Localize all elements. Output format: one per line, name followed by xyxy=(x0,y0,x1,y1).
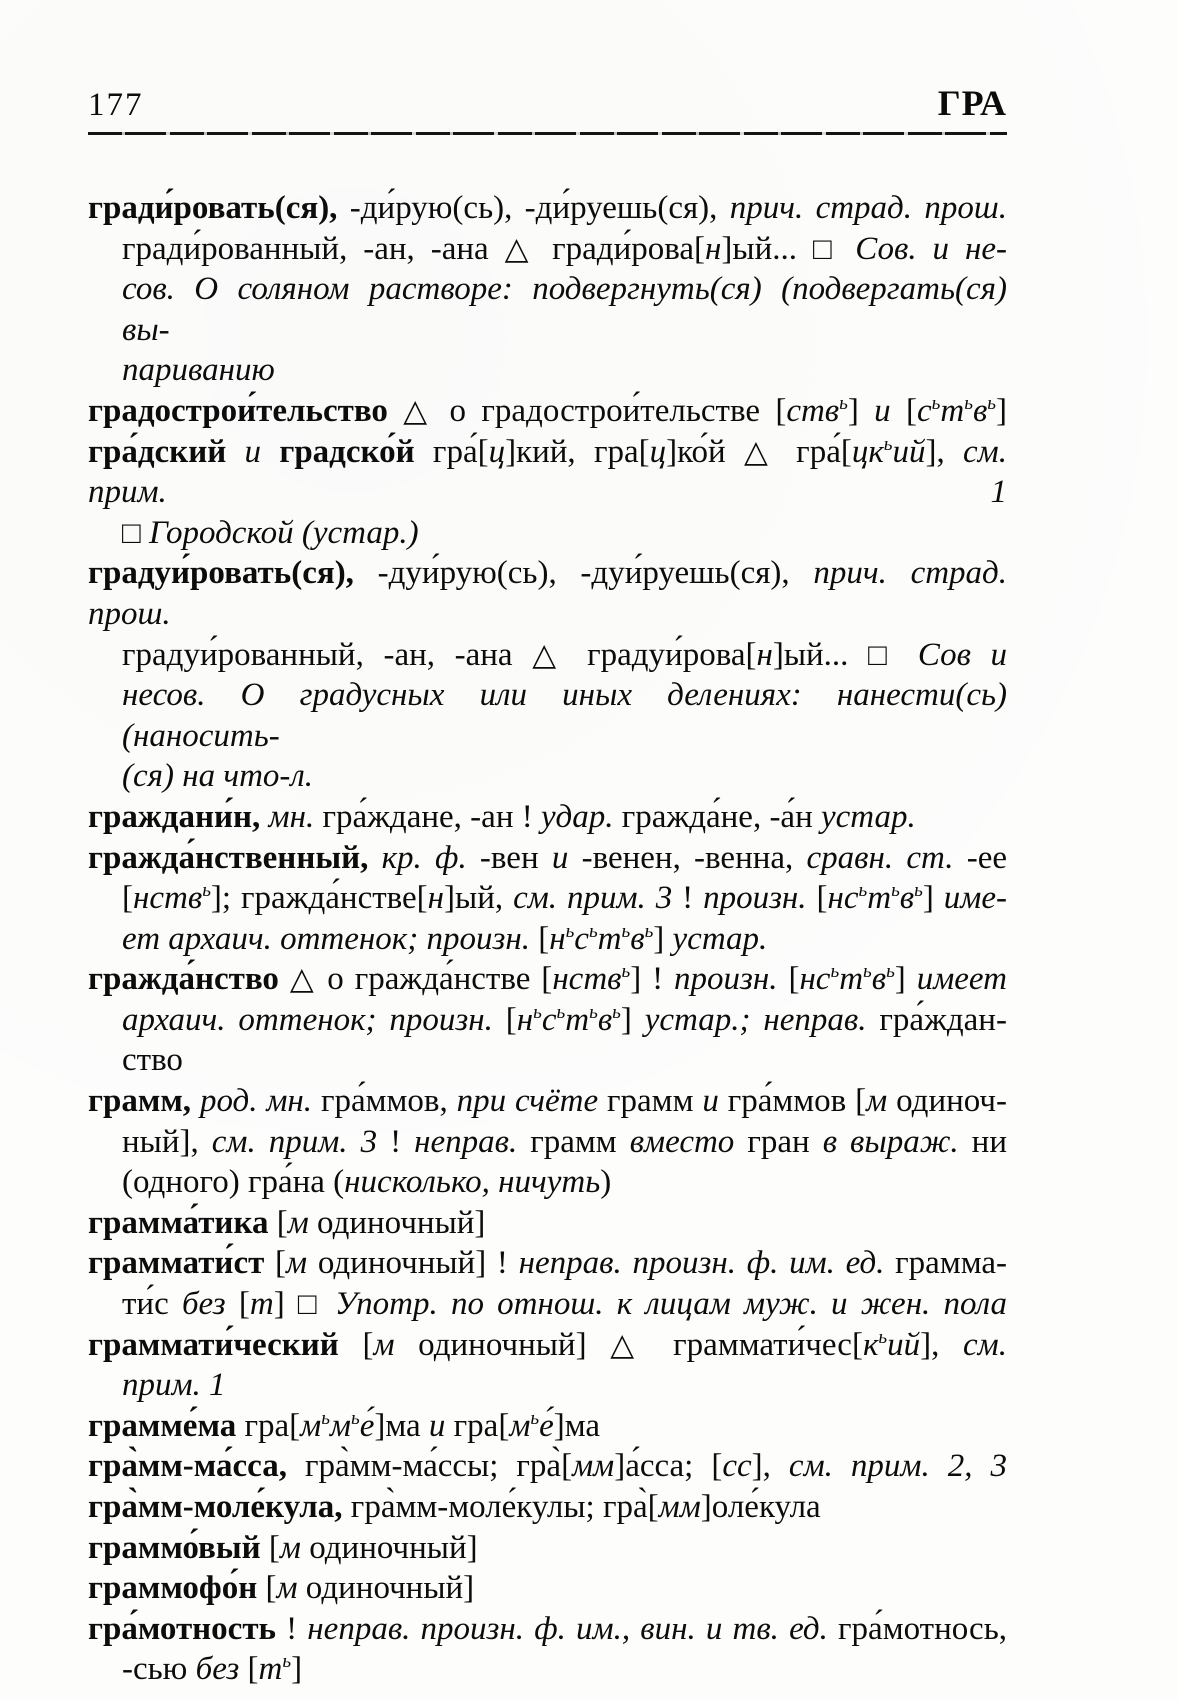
text-segment: одиноч- xyxy=(887,1083,1008,1120)
text-segment: Сов. и не- xyxy=(855,230,1007,267)
text-segment: ь xyxy=(987,392,996,414)
text-segment: гра̀мм-ма́ссы; гра̀[ xyxy=(286,1448,573,1485)
entry-line xyxy=(88,919,1007,960)
dictionary-entry xyxy=(88,797,1007,838)
text-segment: ь xyxy=(931,392,941,414)
text-segment: ный], xyxy=(122,1123,212,1160)
text-segment: удар. xyxy=(540,798,614,835)
text-segment: -дуи́рую(сь), -дуи́руешь(ся), xyxy=(353,555,814,592)
text-segment: сравн. ст. xyxy=(806,839,954,876)
text-segment: устар. xyxy=(672,920,768,957)
text-segment: м xyxy=(509,1407,531,1444)
text-segment: т xyxy=(565,1001,590,1038)
text-segment: ь xyxy=(891,880,900,902)
text-segment: ь xyxy=(589,1001,598,1023)
text-segment xyxy=(141,515,149,551)
text-segment: ь xyxy=(565,920,575,942)
text-segment: ти́с xyxy=(122,1286,182,1323)
page-header xyxy=(88,82,1007,124)
text-segment: м xyxy=(329,1407,351,1444)
text-segment: т xyxy=(249,1286,274,1323)
text-segment: гра́ммов, xyxy=(312,1083,457,1120)
entry-line xyxy=(88,1568,1007,1609)
headword: грамм, xyxy=(88,1083,192,1120)
text-segment: гра[ xyxy=(244,1407,301,1444)
text-segment: см. xyxy=(963,1326,1007,1363)
text-segment: грамм xyxy=(598,1083,703,1120)
entry-line xyxy=(88,1040,1007,1081)
headword: граммо́вый xyxy=(88,1529,269,1566)
text-segment: н xyxy=(705,230,722,267)
text-segment: Употр. по отнош. к лицам муж. и жен. пола xyxy=(334,1286,1008,1323)
dictionary-entry xyxy=(88,1528,1007,1569)
text-segment: гра̀мм-моле́кулы; гра̀[ xyxy=(342,1489,659,1525)
text-segment: гра́мотнось, xyxy=(827,1610,1007,1647)
text-segment: ], xyxy=(920,1326,964,1363)
text-segment: гражда́не, -а́н xyxy=(613,798,821,835)
entry-line xyxy=(88,1487,1007,1528)
text-segment: с xyxy=(917,392,932,429)
headword: градуи́ровать(ся), xyxy=(88,555,354,592)
text-segment: гра́ждан- xyxy=(866,1001,1007,1038)
entry-line xyxy=(88,1162,1007,1203)
text-segment: ство xyxy=(122,1042,183,1079)
text-segment: к xyxy=(862,1326,879,1363)
text-segment: -ее xyxy=(953,839,1008,876)
text-segment: ]ый... xyxy=(721,230,813,267)
text-segment: гра́[ xyxy=(777,433,852,470)
dictionary-entry xyxy=(88,1609,1007,1690)
text-segment: о гражда́нстве [ xyxy=(316,961,553,998)
entry-line xyxy=(88,1284,1007,1325)
text-segment: ! xyxy=(672,880,704,917)
square-symbol: □ xyxy=(122,514,141,550)
triangle-symbol: △ xyxy=(743,433,778,469)
text-segment: ц xyxy=(488,433,506,470)
entry-line xyxy=(88,553,1007,634)
text-segment: [ xyxy=(362,1326,374,1363)
text-segment: -вен xyxy=(466,839,552,876)
text-segment: при счёте xyxy=(456,1083,599,1120)
text-segment: ств xyxy=(786,392,840,429)
text-segment: ь xyxy=(644,920,654,942)
headword: гражда́нственный, xyxy=(88,839,369,876)
entry-line xyxy=(88,635,1007,676)
text-segment: ] xyxy=(995,392,1007,429)
entry-line xyxy=(88,1000,1007,1041)
text-segment: -ди́рую(сь), -ди́руешь(ся), xyxy=(337,190,730,226)
entry-line xyxy=(88,513,1007,554)
text-segment: гради́рова[ xyxy=(536,230,706,267)
text-segment: одиночный] xyxy=(300,1529,478,1566)
text-segment: прич. страд. прош. xyxy=(88,555,1007,632)
headword: грамме́ма xyxy=(88,1407,245,1444)
text-segment: нс xyxy=(799,961,831,998)
text-segment: см. прим. 1 xyxy=(88,433,1007,511)
text-segment: без xyxy=(195,1651,240,1688)
text-segment: градуи́рованный, -ан, -ана xyxy=(122,636,533,673)
headword: граммати́ст xyxy=(88,1245,276,1282)
entry-line xyxy=(88,797,1007,838)
text-segment: ь xyxy=(964,392,973,414)
entry-line xyxy=(88,188,1007,229)
headword: гради́ровать(ся), xyxy=(88,190,338,226)
text-segment: ) xyxy=(600,1164,612,1201)
text-segment: париванию xyxy=(122,352,275,389)
text-segment: (одного) гра́на ( xyxy=(122,1164,345,1201)
text-segment: Сов и xyxy=(917,636,1008,673)
text-segment: ь xyxy=(878,1326,888,1348)
text-segment: см. прим. 3 xyxy=(513,880,673,917)
text-segment: ь xyxy=(556,1001,566,1023)
entry-line xyxy=(88,1325,1007,1366)
text-segment: [ xyxy=(777,961,800,998)
text-segment: ь xyxy=(839,392,848,414)
entry-line xyxy=(88,269,1007,350)
text-segment: м xyxy=(276,1570,298,1607)
dictionary-entry xyxy=(88,1446,1007,1487)
text-segment: ] xyxy=(273,1286,298,1323)
text-segment: ь xyxy=(321,1407,330,1429)
text-segment: ь xyxy=(863,961,872,983)
text-segment: в xyxy=(630,920,645,957)
triangle-symbol: △ xyxy=(403,392,435,428)
entry-line xyxy=(88,1243,1007,1284)
text-segment: т xyxy=(258,1651,283,1688)
text-segment: род. мн. xyxy=(199,1083,313,1120)
entries xyxy=(88,188,1007,1690)
dictionary-entry xyxy=(88,391,1007,432)
text-segment: ] xyxy=(894,961,917,998)
text-segment: ь xyxy=(914,880,923,902)
headword: граммати́ческий xyxy=(88,1326,363,1363)
text-segment: т xyxy=(597,920,622,957)
text-segment: ] xyxy=(847,392,875,429)
text-segment: произн. xyxy=(703,880,807,917)
dictionary-entry xyxy=(88,432,1007,554)
headword: грамма́тика xyxy=(88,1204,277,1241)
running-head: ГРА xyxy=(937,83,1007,123)
text-segment: ь xyxy=(530,1407,540,1429)
text-segment: ни xyxy=(958,1123,1007,1160)
text-segment: гра́[ xyxy=(432,433,489,470)
dictionary-entry xyxy=(88,188,1007,391)
headword: градско́й xyxy=(261,433,433,470)
triangle-symbol: △ xyxy=(504,230,537,266)
text-segment: ий xyxy=(887,1326,921,1363)
triangle-symbol: △ xyxy=(532,636,568,672)
text-segment xyxy=(322,1286,335,1322)
page-number: 177 xyxy=(88,87,144,123)
text-segment: ]ма xyxy=(374,1407,429,1444)
text-segment: т xyxy=(839,961,864,998)
text-segment: ], xyxy=(925,433,964,470)
text-segment: [ xyxy=(806,880,828,917)
entry-line xyxy=(88,1609,1007,1650)
text-segment: ь xyxy=(830,961,840,983)
text-segment: име- xyxy=(943,880,1007,917)
text-segment: ь xyxy=(282,1651,292,1673)
text-segment: вместо xyxy=(629,1123,735,1160)
text-segment: см. прим. 3 xyxy=(211,1123,378,1160)
text-segment: нств xyxy=(133,880,203,917)
text-segment: мм xyxy=(658,1489,701,1525)
text-segment: ]ый... xyxy=(772,636,869,673)
text-segment: одиночный] xyxy=(297,1570,475,1607)
text-segment: ]оле́кула xyxy=(700,1489,821,1525)
text-segment: в выраж. xyxy=(822,1123,959,1160)
text-segment: [ xyxy=(276,1204,288,1241)
entry-line xyxy=(88,756,1007,797)
text-segment: ь xyxy=(621,961,631,983)
text-segment: грамма- xyxy=(884,1245,1008,1282)
dictionary-entry xyxy=(88,553,1007,797)
entry-line xyxy=(88,1406,1007,1447)
text-segment: градуи́рова[ xyxy=(567,636,757,673)
text-segment: м xyxy=(866,1083,888,1120)
text-segment: ]кий, гра[ xyxy=(505,433,650,470)
header-rule xyxy=(88,132,1007,135)
text-segment: грамм xyxy=(517,1123,630,1160)
text-segment: ц xyxy=(649,433,667,470)
text-segment: ! xyxy=(377,1123,415,1160)
text-segment: одиночный] xyxy=(308,1204,486,1241)
text-segment: цк xyxy=(851,433,884,470)
text-segment: сс xyxy=(722,1448,752,1485)
entry-line xyxy=(88,229,1007,270)
entry-line xyxy=(88,1446,1007,1487)
text-segment: и xyxy=(244,433,262,470)
text-segment: н xyxy=(516,1001,534,1038)
text-segment: м xyxy=(279,1529,301,1566)
text-segment: [ xyxy=(492,1001,517,1038)
entry-line xyxy=(88,878,1007,919)
text-segment: н xyxy=(427,880,445,917)
text-segment: в xyxy=(972,392,988,429)
text-segment: нств xyxy=(552,961,622,998)
square-symbol: □ xyxy=(812,230,840,266)
text-segment xyxy=(191,1083,200,1119)
triangle-symbol: △ xyxy=(289,961,317,997)
dictionary-entry xyxy=(88,1203,1007,1244)
text-segment: н xyxy=(756,636,773,673)
text-segment: нс xyxy=(827,880,859,917)
headword: граммофо́н xyxy=(88,1570,266,1607)
text-segment: ] xyxy=(653,920,673,957)
text-segment: и xyxy=(428,1407,446,1444)
text-segment: ет архаич. оттенок; произн. xyxy=(122,920,530,957)
text-segment: одиночный] ! xyxy=(307,1245,519,1282)
entry-line xyxy=(88,838,1007,879)
text-segment: ] ! xyxy=(630,961,675,998)
text-segment: [ xyxy=(890,392,917,429)
text-segment: м xyxy=(300,1407,322,1444)
headword: гра́мотность xyxy=(88,1610,276,1647)
text-segment: гра́ммов [ xyxy=(718,1083,867,1120)
text-segment: ь xyxy=(350,1407,360,1429)
text-segment: и xyxy=(874,392,891,429)
entry-line xyxy=(88,1528,1007,1569)
text-segment: прим. 1 xyxy=(122,1367,226,1404)
text-segment xyxy=(839,231,855,267)
text-segment: (ся) на что-л. xyxy=(122,758,314,795)
text-segment: ]ый, xyxy=(444,880,514,917)
dictionary-entry xyxy=(88,1081,1007,1203)
text-segment: т xyxy=(867,880,892,917)
text-segment: архаич. оттенок; произн. xyxy=(122,1001,493,1038)
text-segment: произн. xyxy=(674,961,778,998)
dictionary-entry xyxy=(88,838,1007,960)
headword: гра̀мм-моле́кула, xyxy=(88,1489,343,1525)
headword: гра̀мм-ма́сса, xyxy=(88,1448,287,1485)
entry-line xyxy=(88,1365,1007,1406)
text-segment: мм xyxy=(572,1448,615,1485)
text-segment: [ xyxy=(239,1651,259,1688)
entry-line xyxy=(88,1122,1007,1163)
entry-line xyxy=(88,391,1007,432)
entry-line xyxy=(88,1203,1007,1244)
text-segment: е́ xyxy=(359,1407,375,1444)
text-segment: ]ко́й xyxy=(666,433,744,470)
text-segment: прич. страд. прош. xyxy=(729,190,1007,226)
text-segment: неправ. xyxy=(414,1123,518,1160)
text-segment: граммати́чес[ xyxy=(649,1326,863,1363)
headword: гра́дский xyxy=(88,433,245,470)
headword: градострои́тельство xyxy=(88,392,404,429)
square-symbol: □ xyxy=(868,636,899,672)
headword: граждани́н, xyxy=(88,798,261,835)
text-segment: [ xyxy=(122,880,133,917)
text-segment: -венен, -венна, xyxy=(568,839,807,876)
text-segment: [ xyxy=(275,1245,287,1282)
text-segment: т xyxy=(940,392,965,429)
text-segment: в xyxy=(597,1001,613,1038)
text-segment: мн. xyxy=(268,798,315,835)
text-segment: ь xyxy=(588,920,598,942)
text-segment: [ xyxy=(265,1570,277,1607)
text-segment: ь xyxy=(612,1001,621,1023)
text-segment: ь xyxy=(886,961,895,983)
text-segment: с xyxy=(541,1001,557,1038)
text-segment: гра[ xyxy=(445,1407,510,1444)
text-segment: неправ. произн. ф. им. ед. xyxy=(518,1245,885,1282)
text-segment: [ xyxy=(225,1286,250,1323)
text-segment: м xyxy=(373,1326,395,1363)
text-segment: в xyxy=(899,880,915,917)
text-segment xyxy=(898,637,918,673)
text-segment: без xyxy=(181,1286,226,1323)
headword: гражда́нство xyxy=(88,961,290,998)
text-segment: ь xyxy=(533,1001,542,1023)
text-segment: см. прим. 2, 3 xyxy=(788,1448,1007,1485)
text-segment: [ xyxy=(268,1529,280,1566)
text-segment: ь xyxy=(202,880,211,902)
text-segment: ]; гражда́нстве[ xyxy=(210,880,428,917)
text-segment xyxy=(368,840,381,876)
text-segment: одиночный] xyxy=(394,1326,611,1363)
text-segment: -сью xyxy=(122,1651,196,1688)
text-segment: гради́рованный, -ан, -ана xyxy=(122,230,505,267)
text-segment: ]ма xyxy=(553,1407,601,1444)
text-segment: о градострои́тельстве [ xyxy=(434,392,787,429)
text-segment: [ xyxy=(529,920,550,957)
dictionary-entry xyxy=(88,1325,1007,1406)
text-segment: н xyxy=(549,920,566,957)
entry-line xyxy=(88,1649,1007,1690)
entry-line xyxy=(88,432,1007,513)
text-segment: кр. ф. xyxy=(381,839,467,876)
text-segment: ! xyxy=(275,1610,308,1647)
text-segment: ] xyxy=(291,1651,303,1688)
text-segment: с xyxy=(574,920,589,957)
text-segment: имеет xyxy=(916,961,1007,998)
triangle-symbol: △ xyxy=(610,1326,650,1362)
text-segment: несов. О градусных или иных делениях: нанести(сь) (наносить- xyxy=(122,677,1007,754)
dictionary-entry xyxy=(88,1243,1007,1324)
dictionary-entry xyxy=(88,1406,1007,1447)
entry-line xyxy=(88,1081,1007,1122)
text-segment: и xyxy=(702,1083,719,1120)
dictionary-entry xyxy=(88,1487,1007,1528)
text-segment: и xyxy=(551,839,569,876)
text-segment: ь xyxy=(883,433,893,455)
text-segment: Городской (устар.) xyxy=(148,514,419,551)
text-segment: ь xyxy=(621,920,631,942)
text-segment xyxy=(260,799,268,835)
text-segment: е́ xyxy=(539,1407,554,1444)
text-segment: гра́ждане, -ан ! xyxy=(314,798,541,835)
text-segment: ] xyxy=(922,880,944,917)
text-segment: м xyxy=(287,1204,309,1241)
text-segment: гран xyxy=(734,1123,823,1160)
entry-line xyxy=(88,959,1007,1000)
square-symbol: □ xyxy=(297,1286,322,1322)
dictionary-entry xyxy=(88,1568,1007,1609)
text-segment: ь xyxy=(858,880,868,902)
entry-line xyxy=(88,350,1007,391)
entry-line xyxy=(88,675,1007,756)
text-segment: ий xyxy=(892,433,926,470)
text-segment: ]а́сса; [ xyxy=(614,1448,723,1485)
text-segment: ] xyxy=(620,1001,645,1038)
text-segment: ], xyxy=(751,1448,789,1485)
text-segment: сов. О соляном растворе: подвергнуть(ся) (подвергать(ся) вы- xyxy=(122,271,1007,348)
text-segment: в xyxy=(871,961,887,998)
text-segment: нисколько, ничуть xyxy=(344,1164,601,1201)
text-segment: неправ. произн. ф. им., вин. и тв. ед. xyxy=(307,1610,828,1647)
dictionary-entry xyxy=(88,959,1007,1081)
text-segment: м xyxy=(286,1245,308,1282)
text-segment: устар. xyxy=(821,798,916,835)
text-segment: устар.; неправ. xyxy=(644,1001,867,1038)
